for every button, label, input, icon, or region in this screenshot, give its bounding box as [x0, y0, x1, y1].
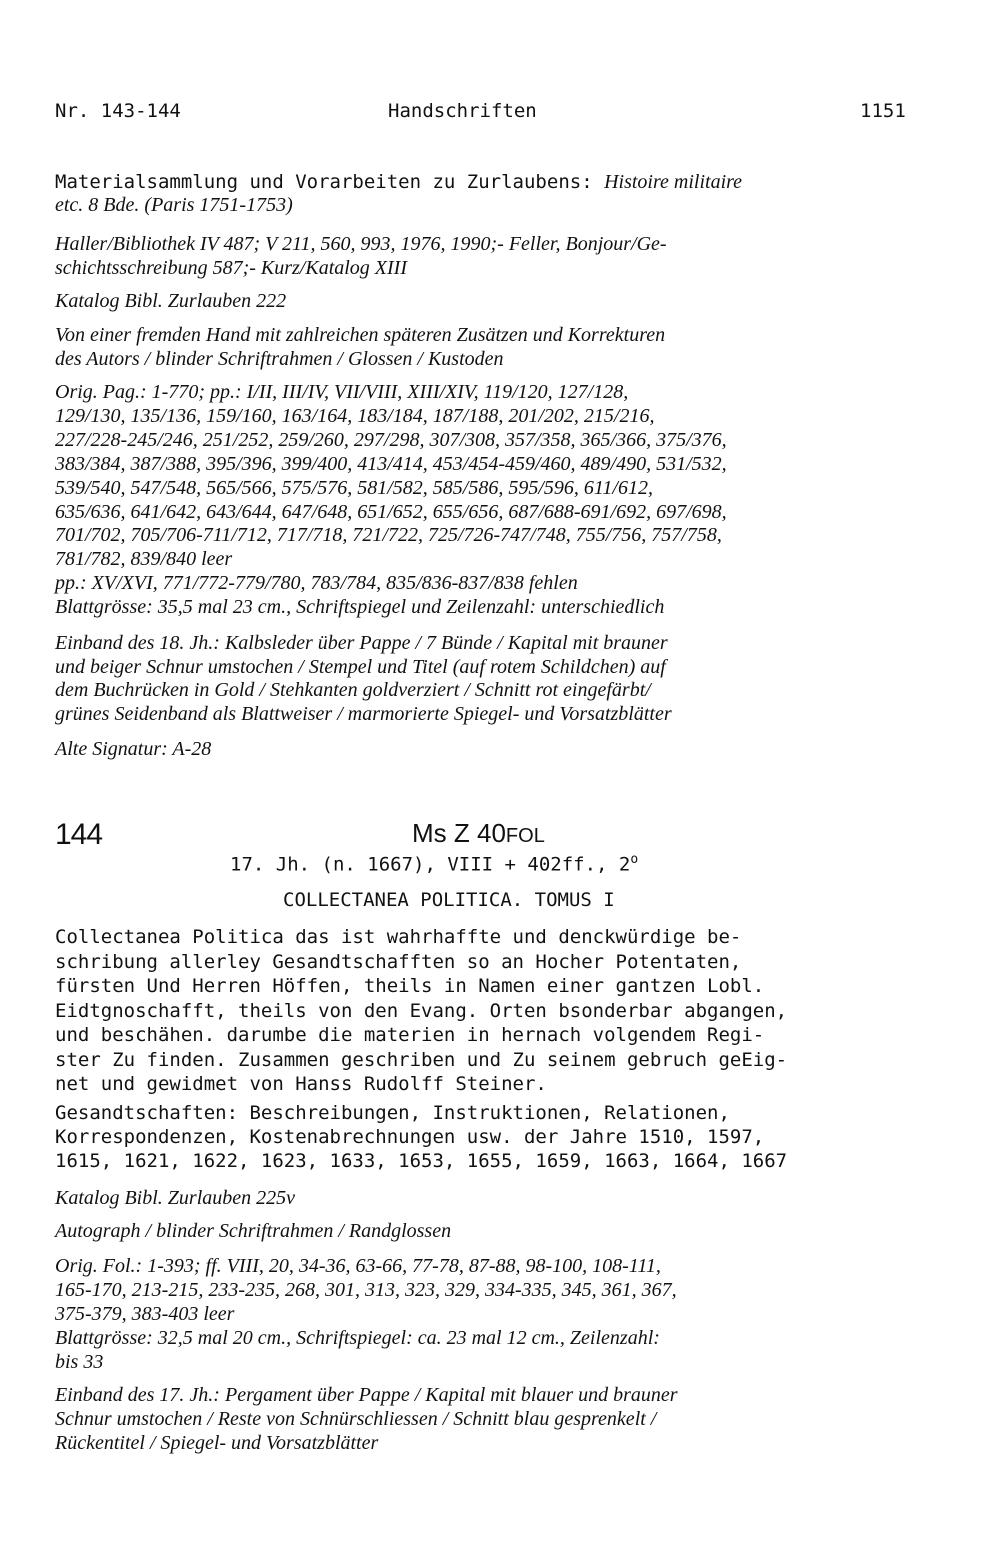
- foliation-line: 375-379, 383-403 leer: [55, 1303, 235, 1325]
- header-section-title: Handschriften: [388, 100, 537, 122]
- pagination-line: 781/782, 839/840 leer: [55, 548, 233, 571]
- pagination-line: 227/228-245/246, 251/252, 259/260, 297/298, 307/308, 357/358, 365/366, 375/376,: [55, 428, 727, 451]
- hand-line: Von einer fremden Hand mit zahlreichen späteren Zusätzen und Korrekturen: [55, 324, 666, 346]
- foliation-line: Blattgrösse: 32,5 mal 20 cm., Schriftspiegel: ca. 23 mal 12 cm., Zeilenzahl:: [55, 1327, 660, 1349]
- literature-line: schichtsschreibung 587;- Kurz/Katalog XIII: [55, 257, 408, 279]
- entry144-date-text: 17. Jh. (n. 1667), VIII + 402ff., 2: [230, 853, 631, 876]
- binding-line: Rückentitel / Spiegel- und Vorsatzblätter: [55, 1432, 379, 1454]
- literature-line: Haller/Bibliothek IV 487; V 211, 560, 993, 1976, 1990;- Feller, Bonjour/Ge-: [55, 233, 667, 255]
- entry144-title: COLLECTANEA POLITICA. TOMUS I: [283, 889, 615, 911]
- pagination-line: pp.: XV/XVI, 771/772-779/780, 783/784, 835/836-837/838 fehlen: [55, 572, 578, 595]
- entry144-date-line: [230, 852, 638, 875]
- entry143-title-italic: Histoire militaire: [604, 171, 743, 193]
- content-line: Gesandtschaften: Beschreibungen, Instruktionen, Relationen,: [55, 1102, 730, 1124]
- foliation-line: 165-170, 213-215, 233-235, 268, 301, 313, 323, 329, 334-335, 345, 361, 367,: [55, 1279, 677, 1301]
- binding-line: grünes Seidenband als Blattweiser / marmorierte Spiegel- und Vorsatzblätter: [55, 702, 672, 725]
- pagination-line: 701/702, 705/706-711/712, 717/718, 721/722, 725/726-747/748, 755/756, 757/758,: [55, 524, 722, 547]
- content-line: 1615, 1621, 1622, 1623, 1633, 1653, 1655, 1659, 1663, 1664, 1667: [55, 1150, 788, 1172]
- header-page-number: 1151: [860, 100, 906, 122]
- entry144-format-sup: o: [630, 852, 639, 867]
- entry144-shelfmark-main: Ms Z 40: [412, 818, 506, 848]
- entry143-title: [55, 170, 742, 194]
- entry143-title-plain: Materialsammlung und Vorarbeiten zu Zurlaubens:: [55, 171, 605, 193]
- entry144-katalog: Katalog Bibl. Zurlauben 225v: [55, 1187, 295, 1209]
- binding-line: Schnur umstochen / Reste von Schnürschliessen / Schnitt blau gesprenkelt /: [55, 1408, 657, 1430]
- pagination-line: Blattgrösse: 35,5 mal 23 cm., Schriftspiegel und Zeilenzahl: unterschiedlich: [55, 596, 665, 619]
- entry144-number: 144: [55, 818, 103, 851]
- pagination-line: 539/540, 547/548, 565/566, 575/576, 581/582, 585/586, 595/596, 611/612,: [55, 476, 653, 499]
- binding-line: Einband des 18. Jh.: Kalbsleder über Pappe / 7 Bünde / Kapital mit brauner: [55, 632, 668, 654]
- binding-line: dem Buchrücken in Gold / Stehkanten goldverziert / Schnitt rot eingefärbt/: [55, 679, 651, 701]
- header-entry-range: Nr. 143-144: [55, 100, 181, 122]
- entry144-shelfmark: [412, 818, 545, 849]
- entry143-old-signature: Alte Signatur: A-28: [55, 738, 212, 760]
- pagination-line: Orig. Pag.: 1-770; pp.: I/II, III/IV, VII/VIII, XIII/XIV, 119/120, 127/128,: [55, 381, 629, 403]
- foliation-line: Orig. Fol.: 1-393; ff. VIII, 20, 34-36, 63-66, 77-78, 87-88, 98-100, 108-111,: [55, 1255, 661, 1277]
- description-line: fürsten Und Herren Höffen, theils in Namen einer gantzen Lobl.: [55, 975, 765, 997]
- description-line: Collectanea Politica das ist wahrhaffte und denckwürdige be-: [55, 926, 742, 948]
- entry144-hand: Autograph / blinder Schriftrahmen / Randglossen: [55, 1220, 452, 1242]
- hand-line: des Autors / blinder Schriftrahmen / Glossen / Kustoden: [55, 348, 504, 370]
- entry144-shelfmark-suffix: FOL: [505, 825, 545, 847]
- pagination-line: 383/384, 387/388, 395/396, 399/400, 413/414, 453/454-459/460, 489/490, 531/532,: [55, 452, 727, 475]
- binding-line: und beiger Schnur umstochen / Stempel und Titel (auf rotem Schildchen) auf: [55, 655, 666, 678]
- entry143-katalog: Katalog Bibl. Zurlauben 222: [55, 290, 287, 312]
- pagination-line: 635/636, 641/642, 643/644, 647/648, 651/652, 655/656, 687/688-691/692, 697/698,: [55, 500, 727, 523]
- description-line: und beschähen. darumbe die materien in hernach volgendem Regi-: [55, 1024, 765, 1046]
- description-line: ster Zu finden. Zusammen geschriben und Zu seinem gebruch geEig-: [55, 1048, 788, 1071]
- entry143-title-line2: etc. 8 Bde. (Paris 1751-1753): [55, 194, 293, 216]
- description-line: Eidtgnoschafft, theils von den Evang. Orten bsonderbar abgangen,: [55, 999, 788, 1022]
- pagination-line: 129/130, 135/136, 159/160, 163/164, 183/184, 187/188, 201/202, 215/216,: [55, 404, 655, 427]
- description-line: net und gewidmet von Hanss Rudolff Steiner.: [55, 1073, 547, 1095]
- binding-line: Einband des 17. Jh.: Pergament über Pappe / Kapital mit blauer und brauner: [55, 1384, 678, 1406]
- description-line: schribung allerley Gesandtschafften so an Hocher Potentaten,: [55, 950, 742, 973]
- content-line: Korrespondenzen, Kostenabrechnungen usw. der Jahre 1510, 1597,: [55, 1126, 765, 1148]
- foliation-line: bis 33: [55, 1351, 104, 1373]
